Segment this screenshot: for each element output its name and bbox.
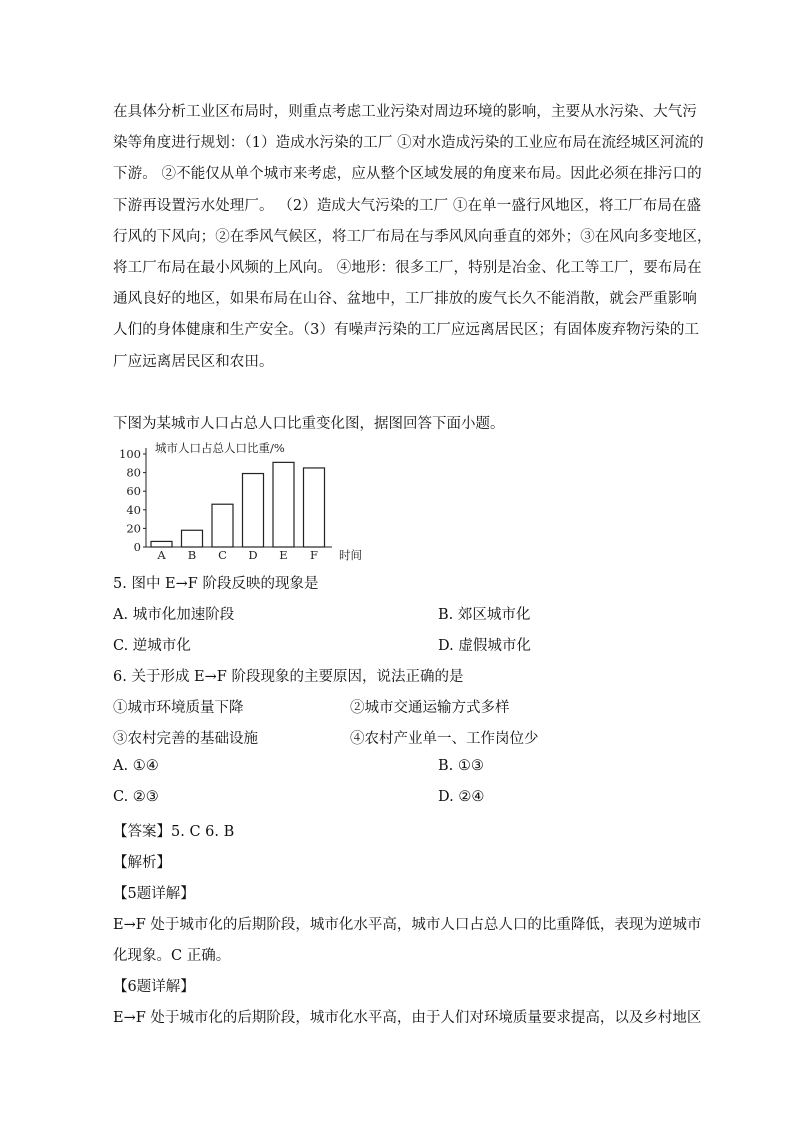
q5-option-d: D. 虚假城市化: [438, 638, 531, 654]
paragraph-line: 下游再设置污水处理厂。 （2）造成大气污染的工厂 ①在单一盛行风地区，将工厂布局在盛: [113, 197, 702, 214]
chart-bars: [151, 462, 325, 547]
question-5-stem: 5. 图中 E→F 阶段反映的现象是: [113, 576, 319, 592]
q5-option-b: B. 郊区城市化: [438, 607, 531, 623]
analysis-label: 【解析】: [113, 855, 171, 871]
detail-5-line: 化现象。C 正确。: [113, 948, 231, 964]
q6-item-4: ④农村产业单一、工作岗位少: [350, 731, 539, 747]
paragraph-line: 下游。 ②不能仅从单个城市来考虑，应从整个区域发展的角度来布局。因此必须在排污口的: [113, 166, 702, 183]
q6-item-1: ①城市环境质量下降: [113, 700, 244, 716]
paragraph-line: 将工厂布局在最小风频的上风向。 ④地形：很多工厂，特别是冶金、化工等工厂，要布局在: [113, 260, 702, 277]
paragraph-line: 染等角度进行规划：（1）造成水污染的工厂 ①对水造成污染的工业应布局在流经城区河流的: [113, 135, 704, 152]
y-tick-label: 100: [119, 447, 141, 461]
paragraph-line: 厂应远离居民区和农田。: [113, 353, 274, 370]
chart-title: 城市人口占总人口比重/%: [155, 441, 285, 455]
bar-E: [273, 462, 294, 547]
paragraph-line: 通风良好的地区，如果布局在山谷、盆地中，工厂排放的废气长久不能消散，就会严重影响: [113, 291, 697, 308]
q6-item-2: ②城市交通运输方式多样: [350, 700, 510, 716]
x-tick-label: C: [218, 548, 227, 562]
bar-A: [151, 541, 172, 547]
bar-F: [304, 468, 325, 547]
q5-option-a: A. 城市化加速阶段: [113, 607, 235, 623]
y-tick-label: 20: [126, 521, 141, 536]
bar-D: [243, 474, 264, 547]
answer-line: 【答案】5. C 6. B: [113, 824, 235, 840]
x-axis-label: 时间: [339, 548, 362, 562]
urban-population-bar-chart: [110, 438, 370, 566]
detail-5-line: E→F 处于城市化的后期阶段，城市化水平高，城市人口占总人口的比重降低，表现为逆城市: [113, 917, 702, 933]
q6-option-a: A. ①④: [113, 758, 159, 774]
paragraph-line: 人们的身体健康和生产安全。（3）有噪声污染的工厂应远离居民区；有固体废弃物污染的工: [113, 322, 700, 339]
detail-5-label: 【5题详解】: [113, 886, 195, 902]
x-tick-label: B: [187, 548, 197, 562]
q5-option-c: C. 逆城市化: [113, 638, 191, 654]
x-tick-label: D: [248, 548, 258, 562]
bar-C: [212, 504, 233, 547]
y-tick-label: 60: [126, 484, 141, 499]
y-tick-label: 40: [126, 502, 141, 517]
q6-option-b: B. ①③: [438, 758, 484, 774]
paragraph-line: 行风的下风向；②在季风气候区，将工厂布局在与季风风向垂直的郊外；③在风向多变地区，: [113, 228, 712, 245]
chart-intro-text: 下图为某城市人口占总人口比重变化图，据图回答下面小题。: [113, 416, 505, 432]
q6-option-d: D. ②④: [438, 789, 485, 805]
industrial-layout-paragraph: [113, 97, 712, 378]
question-6-stem: 6. 关于形成 E→F 阶段现象的主要原因，说法正确的是: [113, 669, 464, 685]
bar-B: [182, 530, 203, 547]
x-tick-label: A: [157, 548, 166, 562]
paragraph-line: 在具体分析工业区布局时，则重点考虑工业污染对周边环境的影响，主要从水污染、大气污: [113, 104, 697, 120]
y-tick-label: 80: [126, 465, 141, 480]
detail-6-label: 【6题详解】: [113, 979, 195, 995]
q6-item-3: ③农村完善的基础设施: [113, 731, 258, 747]
q6-option-c: C. ②③: [113, 789, 159, 805]
x-tick-label: E: [279, 548, 288, 562]
y-tick-label: 0: [133, 540, 141, 554]
detail-6-line: E→F 处于城市化的后期阶段，城市化水平高，由于人们对环境质量要求提高，以及乡村地区: [113, 1010, 702, 1026]
x-tick-label: F: [310, 548, 318, 562]
